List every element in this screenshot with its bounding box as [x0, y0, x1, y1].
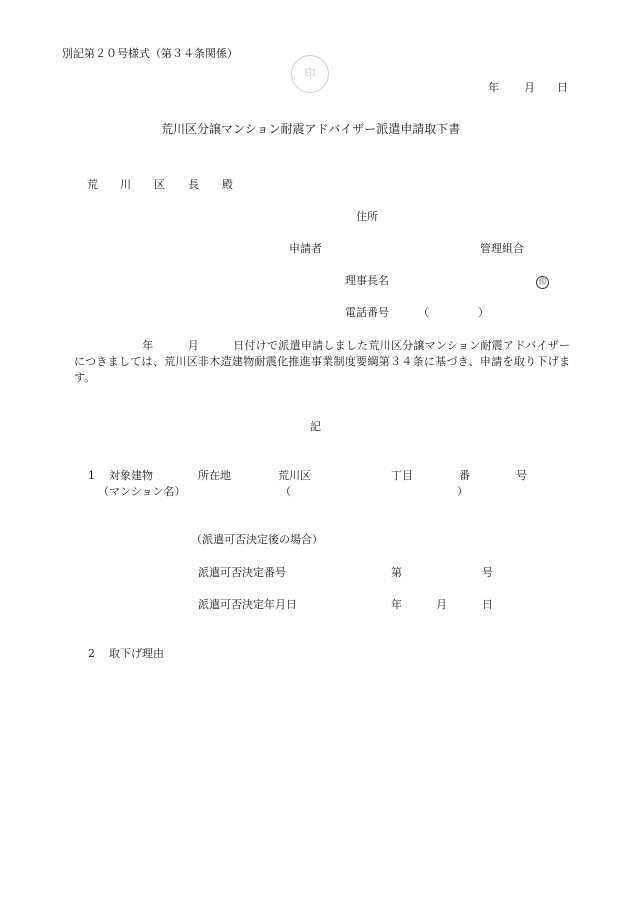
- dispatch-date-label: 派遣可否決定年月日: [198, 598, 297, 611]
- addressee-char: 荒: [87, 178, 98, 191]
- ki-heading: 記: [310, 420, 321, 433]
- mansion-paren-close: ）: [457, 485, 468, 498]
- applicant-label: 申請者: [289, 242, 322, 255]
- dispatch-dai: 第: [391, 566, 402, 579]
- dispatch-day: 日: [482, 598, 493, 611]
- phone-paren-open: （: [418, 306, 429, 319]
- chome-label: 丁目: [391, 469, 413, 482]
- addressee-char: 長: [188, 178, 199, 191]
- item-2-number: 2: [88, 647, 95, 660]
- addressee-char: 川: [120, 178, 131, 191]
- date-day: 日: [557, 81, 568, 94]
- addressee-honorific: 殿: [222, 178, 233, 191]
- go-label: 号: [516, 469, 527, 482]
- ban-label: 番: [459, 469, 470, 482]
- form-number: 別記第２０号様式（第３４条関係）: [62, 47, 238, 60]
- location-label: 所在地: [198, 469, 231, 482]
- date-month: 月: [524, 81, 535, 94]
- chairman-label: 理事長名: [345, 274, 389, 287]
- phone-label: 電話番号: [345, 306, 389, 319]
- statement-year: 年: [142, 339, 154, 352]
- seal-placeholder: 印: [291, 55, 329, 93]
- statement-month: 月: [187, 339, 200, 352]
- dispatch-heading: （派遣可否決定後の場合）: [191, 533, 323, 546]
- document-title: 荒川区分譲マンション耐震アドバイザー派遣申請取下書: [161, 122, 461, 136]
- statement-text: 日付けで派遣申請しました荒川区分譲マンション耐震アドバイザーにつきましては、荒川区非木造建物耐震化推進事業制度要綱第３４条に基づき、申請を取り下げます。: [74, 339, 570, 384]
- mansion-name-label: （マンション名）: [98, 485, 186, 498]
- dispatch-year: 年: [391, 598, 402, 611]
- item-2-label: 取下げ理由: [109, 647, 164, 660]
- dispatch-month: 月: [436, 598, 447, 611]
- dispatch-number-label: 派遣可否決定番号: [198, 566, 286, 579]
- ward-name: 荒川区: [278, 469, 311, 482]
- address-label: 住所: [356, 210, 378, 223]
- dispatch-go: 号: [482, 566, 493, 579]
- date-year: 年: [488, 81, 499, 94]
- seal-mark-icon: 印: [536, 276, 549, 289]
- mansion-paren-open: （: [280, 485, 291, 498]
- withdrawal-statement: [74, 338, 570, 386]
- addressee-char: 区: [154, 178, 165, 191]
- phone-paren-close: ）: [478, 306, 489, 319]
- item-1-label: 対象建物: [109, 469, 153, 482]
- association-label: 管理組合: [480, 242, 524, 255]
- item-1-number: 1: [88, 469, 95, 482]
